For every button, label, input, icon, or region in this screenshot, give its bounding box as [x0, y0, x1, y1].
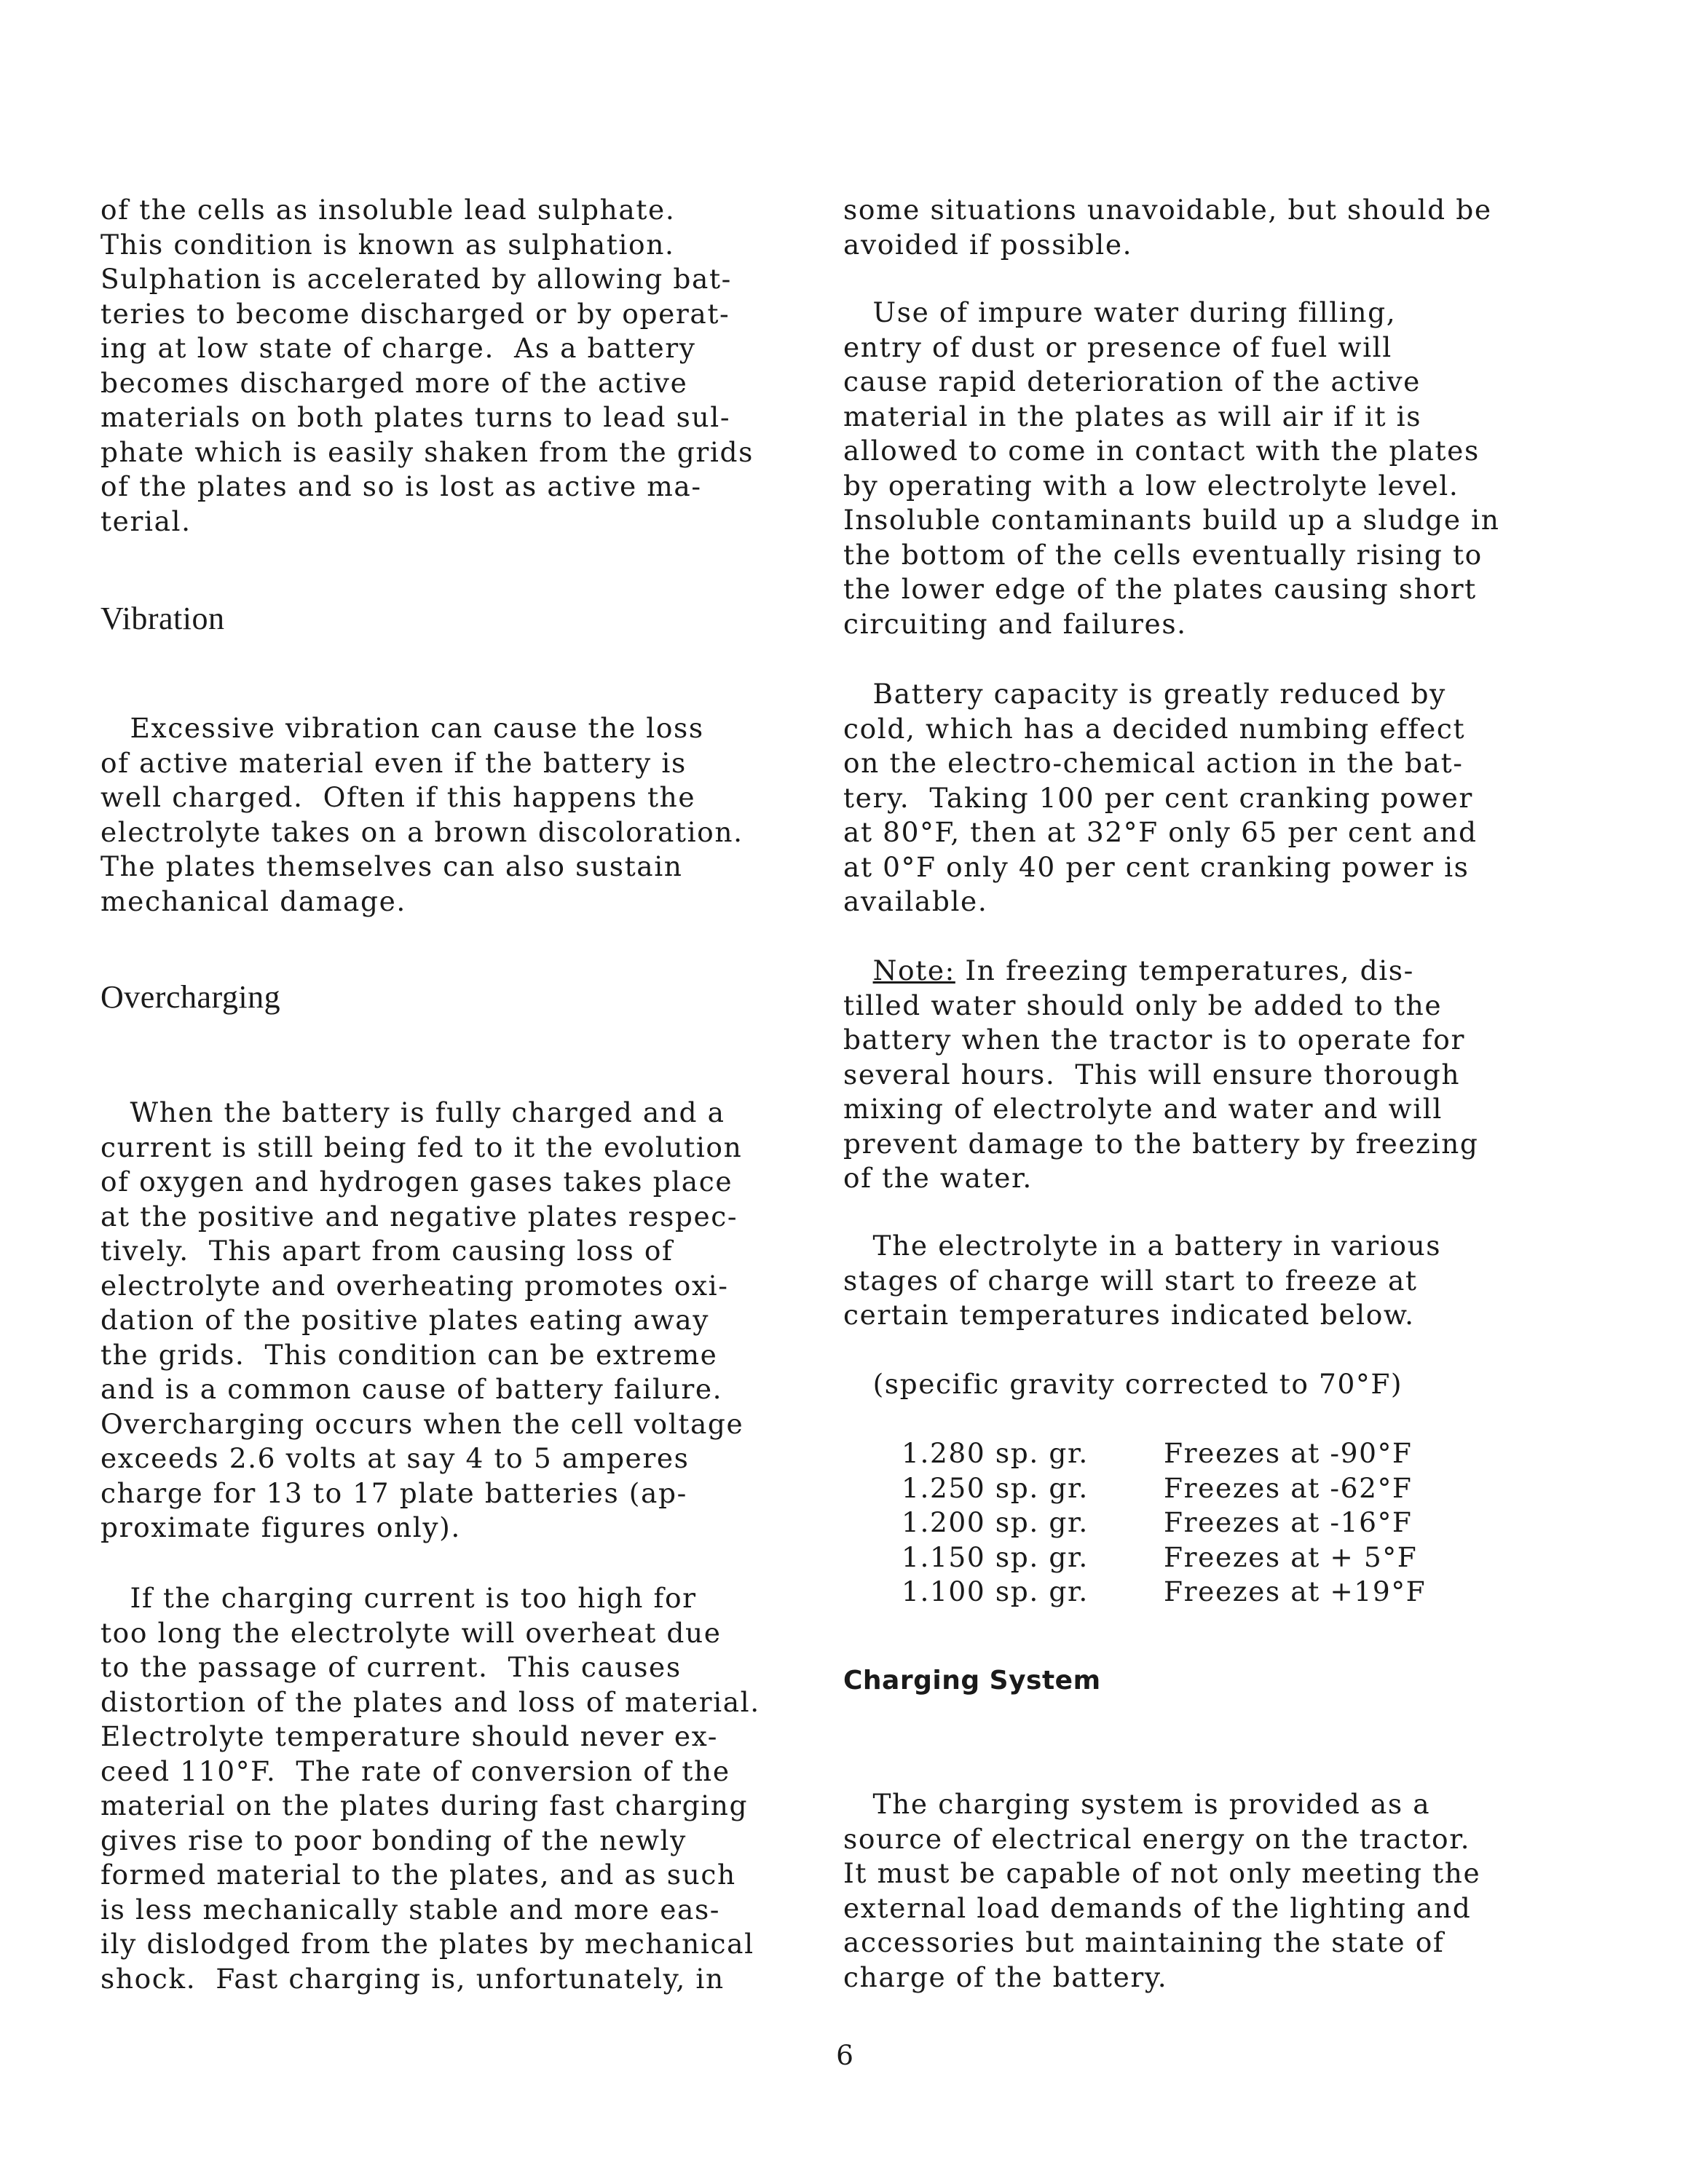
freezing-point-cell: Freezes at +19°F [1164, 1575, 1427, 1607]
fast-charging-continued-paragraph: some situations unavoidable, but should be avoided if possible. [843, 194, 1492, 261]
overcharging-paragraph: When the battery is fully charged and a current is still being fed to it the evolution of oxygen and hydrogen gases takes place at the positive and negative plates respec- tively. This apart from causing loss of electrolyte and overheating promotes oxi- dation of the positive plates eating away the grids. This condition can be extreme and is a common cause of battery failure. Overcharging occurs when the cell voltage exceeds 2.6 volts at say 4 to 5 amperes charge for 13 to 17 plate batteries (ap- proximate figures only). [100, 1096, 744, 1543]
battery-capacity-paragraph: Battery capacity is greatly reduced by cold, which has a decided numbing effect on the electro-chemical action in the bat- tery. Taking 100 per cent cranking power at 80°F, then at 32°F only 65 per cent and at 0°F only 40 per cent cranking power is available. [843, 678, 1478, 917]
specific-gravity-cell: 1.200 sp. gr. [902, 1506, 1089, 1538]
specific-gravity-cell: 1.250 sp. gr. [902, 1471, 1089, 1504]
table-caption-text: (specific gravity corrected to 70°F) [872, 1368, 1403, 1400]
freezing-point-cell: Freezes at -62°F [1164, 1471, 1413, 1504]
specific-gravity-cell: 1.100 sp. gr. [902, 1575, 1089, 1607]
page-number: 6 [836, 2039, 853, 2071]
table-row [843, 1540, 1426, 1575]
vibration-heading: Vibration [100, 601, 225, 636]
freezing-point-table-body [843, 1436, 1426, 1610]
table-caption [843, 1367, 1403, 1402]
freezing-point-cell: Freezes at -90°F [1164, 1437, 1413, 1469]
note-first-line [843, 954, 1414, 986]
overcharging-heading: Overcharging [100, 979, 281, 1015]
specific-gravity-cell: 1.280 sp. gr. [902, 1437, 1089, 1469]
table-row [843, 1506, 1426, 1540]
freezing-point-cell: Freezes at + 5°F [1164, 1540, 1418, 1573]
table-row [843, 1471, 1426, 1506]
sulphation-paragraph: of the cells as insoluble lead sulphate. This condition is known as sulphation. Sulphation is accelerated by allowing bat- teries to become discharged or by operat- ing at low state of charge. As a battery becomes discharged more of the active materials on both plates turns to lead sul- phate which is easily shaken from the grids of the plates and so is lost as active ma- terial. [100, 194, 754, 537]
charging-current-paragraph: If the charging current is too high for too long the electrolyte will overheat due to the passage of current. This causes distortion of the plates and loss of material. Electrolyte temperature should never ex- ceed 110°F. The rate of conversion of the material on the plates during fast charging gives rise to poor bonding of the newly formed material to the plates, and as such is less mechanically stable and more eas- ily dislodged from the plates by mechanical shock. Fast charging is, unfortunately, in [100, 1582, 760, 1995]
freezing-point-cell: Freezes at -16°F [1164, 1506, 1413, 1538]
table-row [843, 1436, 1426, 1471]
electrolyte-freezing-paragraph: The electrolyte in a battery in various stages of charge will start to freeze at certain temperatures indicated below. [843, 1230, 1442, 1331]
note-first-line-rest: In freezing temperatures, dis- [955, 954, 1414, 986]
specific-gravity-cell: 1.150 sp. gr. [902, 1540, 1089, 1573]
vibration-paragraph: Excessive vibration can cause the loss of active material even if the battery is well charged. Often if this happens the electrolyte takes on a brown discoloration. The plates themselves can also sustain mechanical damage. [100, 712, 744, 917]
impure-water-paragraph: Use of impure water during filling, entry of dust or presence of fuel will cause rapid deterioration of the active material in the plates as will air if it is allowed to come in contact with the plates by operating with a low electrolyte level. Insoluble contaminants build up a sludge in the bottom of the cells eventually rising to the lower edge of the plates causing short circuiting and failures. [843, 296, 1500, 640]
charging-system-paragraph: The charging system is provided as a source of electrical energy on the tractor. It must be capable of not only meeting the external load demands of the lighting and accessories but maintaining the state of charge of the battery. [843, 1788, 1481, 1993]
note-rest: tilled water should only be added to the battery when the tractor is to operate for several hours. This will ensure thorough mixing of electrolyte and water and will prevent damage to the battery by freezing of the water. [843, 989, 1479, 1194]
note-label: Note: [872, 954, 955, 986]
note-paragraph [843, 954, 1478, 1196]
charging-system-heading: Charging System [843, 1666, 1101, 1696]
table-row [843, 1575, 1426, 1610]
freezing-point-table [843, 1436, 1426, 1610]
